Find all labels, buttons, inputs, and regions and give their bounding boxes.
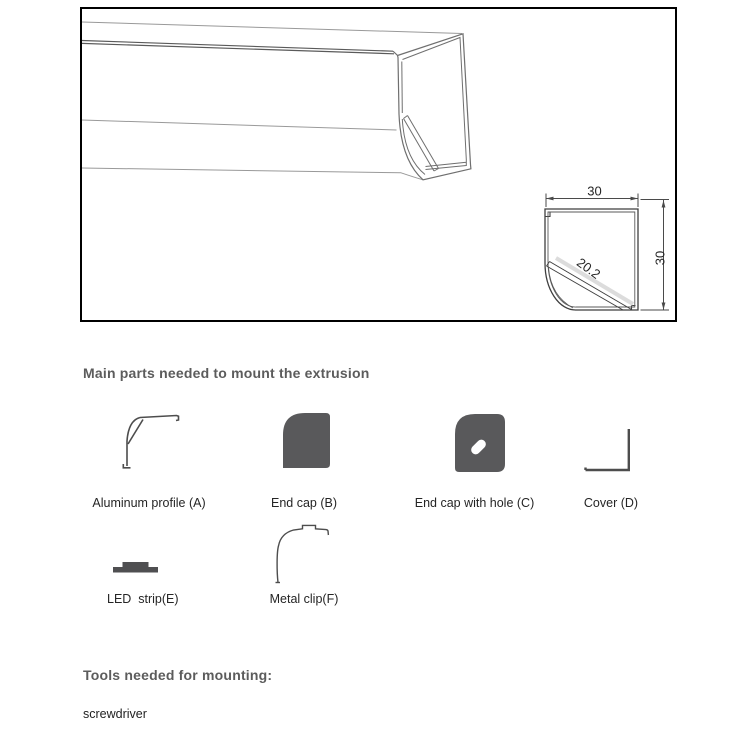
dim-height-label: 30 xyxy=(652,250,668,266)
metal-clip-icon xyxy=(276,525,329,582)
profile-technical-drawing xyxy=(82,9,675,320)
tools-heading: Tools needed for mounting: xyxy=(83,667,273,683)
technical-drawing-box xyxy=(80,7,677,322)
profile-3d-drawing xyxy=(82,22,471,180)
part-label-end-cap-with-hole: End cap with hole (C) xyxy=(414,496,535,510)
part-label-cover: Cover (D) xyxy=(583,496,639,510)
dimension-width xyxy=(546,184,638,208)
led-strip-icon xyxy=(113,562,158,573)
cover-icon xyxy=(586,429,631,470)
dim-width-label: 30 xyxy=(587,183,602,199)
end-cap-icon xyxy=(283,413,330,468)
dimension-height xyxy=(641,200,670,311)
end-cap-with-hole-icon xyxy=(455,414,505,472)
main-parts-heading: Main parts needed to mount the extrusion xyxy=(83,365,370,381)
aluminum-profile-icon xyxy=(123,416,178,468)
part-label-end-cap: End cap (B) xyxy=(270,496,337,510)
tool-item-screwdriver: screwdriver xyxy=(83,707,147,721)
part-label-metal-clip: Metal clip(F) xyxy=(269,592,339,606)
cross-section-diagram xyxy=(545,184,669,311)
part-label-led-strip: LED strip(E) xyxy=(107,592,179,606)
cap-hole xyxy=(469,438,487,456)
part-label-aluminum-profile: Aluminum profile (A) xyxy=(92,496,206,510)
dim-diagonal-label: 20.2 xyxy=(573,254,604,282)
